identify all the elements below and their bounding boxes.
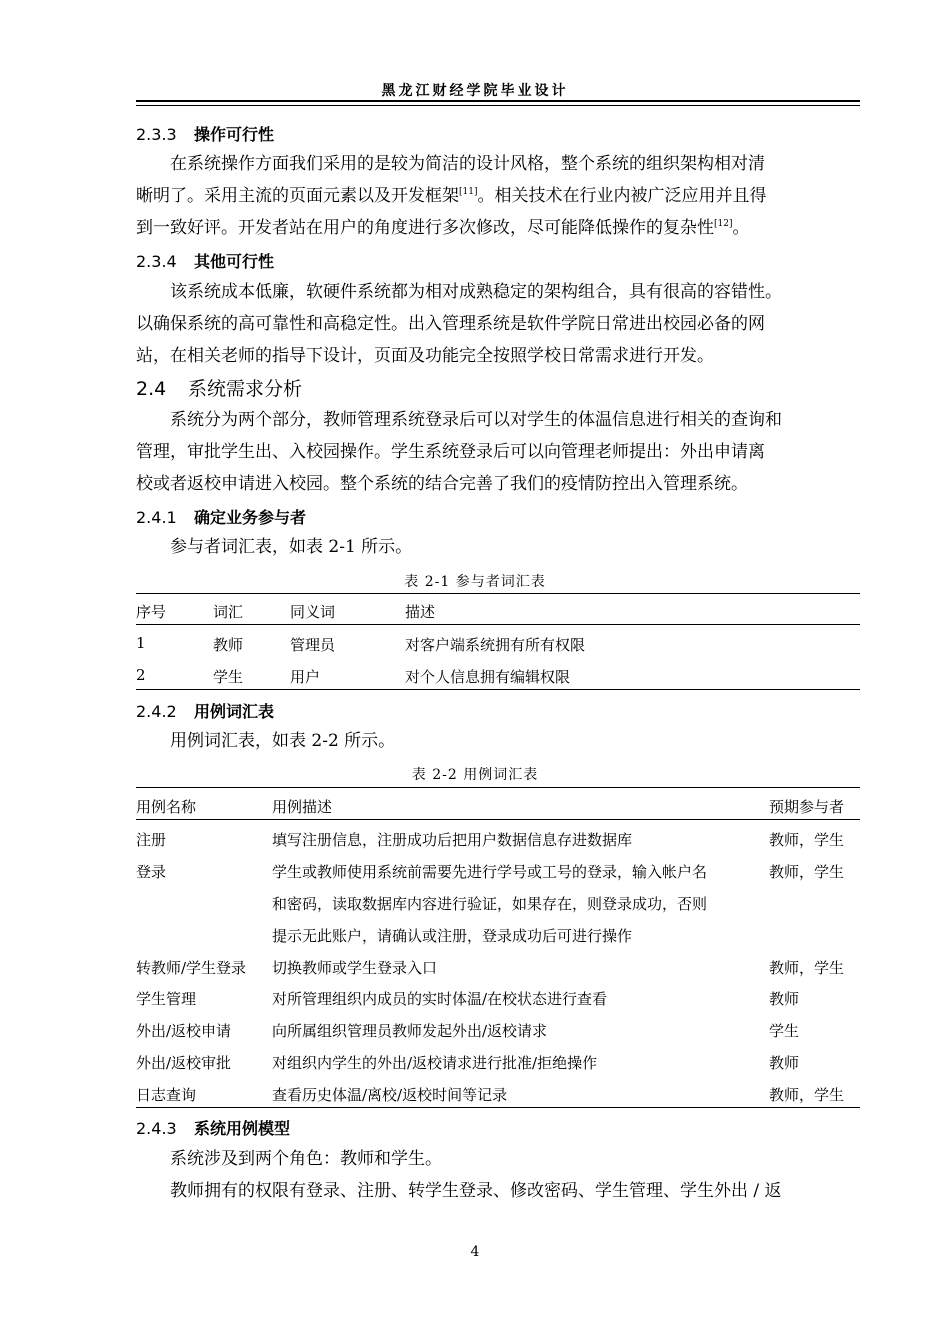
paragraph-line — [136, 180, 860, 212]
table-cell: 学生管理 — [136, 990, 197, 1008]
paragraph-line: 管理，审批学生出、入校园操作。学生系统登录后可以向管理老师提出：外出申请离 — [136, 442, 765, 462]
table-cell: 向所属组织管理员教师发起外出/返校请求 — [272, 1022, 548, 1040]
text-run: 到一致好评。开发者站在用户的角度进行多次修改，尽可能降低操作的复杂性 — [136, 218, 714, 238]
table-cell: 对客户端系统拥有所有权限 — [405, 636, 586, 654]
paragraph-2-4-1 — [136, 531, 860, 563]
section-title: 其他可行性 — [194, 252, 275, 271]
paragraph-line: 校或者返校申请进入校园。整个系统的结合完善了我们的疫情防控出入管理系统。 — [136, 474, 748, 494]
section-title: 系统需求分析 — [188, 378, 303, 400]
table-cell: 教师 — [213, 636, 244, 654]
table-header-cell: 同义词 — [290, 603, 336, 621]
table-cell: 注册 — [136, 831, 167, 849]
section-heading-2-4-2 — [136, 699, 274, 722]
page-header: 黑龙江财经学院毕业设计 — [381, 83, 569, 99]
paragraph-line: 教师拥有的权限有登录、注册、转学生登录、修改密码、学生管理、学生外出 / 返 — [170, 1181, 782, 1201]
section-number: 2.4.3 — [136, 1119, 177, 1138]
table-header-cell: 序号 — [136, 603, 167, 621]
text-run: 。 — [732, 218, 750, 238]
table-header-cell: 用例名称 — [136, 798, 197, 816]
table-cell: 外出/返校审批 — [136, 1054, 232, 1072]
table-cell: 1 — [136, 634, 146, 652]
table-cell: 教师，学生 — [769, 831, 845, 849]
paragraph-2-4-2 — [136, 725, 860, 757]
section-number: 2.3.4 — [136, 252, 177, 271]
table-cell: 切换教师或学生登录入口 — [272, 959, 438, 977]
table-bottom-rule — [136, 689, 860, 690]
paragraph-line: 在系统操作方面我们采用的是较为简洁的设计风格，整个系统的组织架构相对清 — [170, 154, 765, 174]
section-number: 2.4.1 — [136, 508, 177, 527]
section-title: 确定业务参与者 — [194, 508, 307, 527]
section-title: 操作可行性 — [194, 125, 275, 144]
paragraph-2-4 — [136, 404, 860, 500]
table-cell: 查看历史体温/离校/返校时间等记录 — [272, 1086, 508, 1104]
table-top-rule — [136, 593, 860, 594]
table-header-rule — [136, 624, 860, 625]
table-cell: 登录 — [136, 863, 167, 881]
section-number: 2.3.3 — [136, 125, 177, 144]
table-cell: 教师，学生 — [769, 1086, 845, 1104]
table-caption: 表 2-1 参与者词汇表 — [404, 574, 546, 590]
table-cell: 学生或教师使用系统前需要先进行学号或工号的登录，输入帐户名 — [272, 863, 708, 881]
section-heading-2-3-4 — [136, 249, 274, 272]
table-cell: 转教师/学生登录 — [136, 959, 247, 977]
text-run: 。相关技术在行业内被广泛应用并且得 — [477, 186, 767, 206]
table-header-cell: 用例描述 — [272, 798, 333, 816]
table-cell: 教师，学生 — [769, 959, 845, 977]
table-caption: 表 2-2 用例词汇表 — [411, 767, 539, 783]
table-cell: 外出/返校申请 — [136, 1022, 232, 1040]
section-heading-2-4-3 — [136, 1116, 290, 1139]
table-cell: 和密码，读取数据库内容进行验证，如果存在，则登录成功，否则 — [272, 895, 708, 913]
paragraph-line: 站，在相关老师的指导下设计，页面及功能完全按照学校日常需求进行开发。 — [136, 346, 714, 366]
table-top-rule — [136, 787, 860, 788]
section-title: 用例词汇表 — [194, 702, 275, 721]
header-rule-thick — [136, 100, 860, 102]
table-cell: 提示无此账户，请确认或注册，登录成功后可进行操作 — [272, 927, 633, 945]
table-cell: 教师 — [769, 1054, 800, 1072]
citation-ref: [11] — [459, 187, 478, 197]
table-cell: 对所管理组织内成员的实时体温/在校状态进行查看 — [272, 990, 608, 1008]
table-header-cell: 词汇 — [213, 603, 244, 621]
table-header-cell: 描述 — [405, 603, 436, 621]
paragraph-line: 系统分为两个部分，教师管理系统登录后可以对学生的体温信息进行相关的查询和 — [170, 410, 782, 430]
section-heading-2-4-1 — [136, 505, 306, 528]
text-run: 晰明了。采用主流的页面元素以及开发框架 — [136, 186, 459, 206]
paragraph-line: 用例词汇表，如表 2-2 所示。 — [170, 731, 396, 751]
citation-ref: [12] — [714, 219, 733, 229]
paragraph-2-3-3 — [136, 148, 860, 244]
table-cell: 对组织内学生的外出/返校请求进行批准/拒绝操作 — [272, 1054, 598, 1072]
section-number: 2.4.2 — [136, 702, 177, 721]
table-cell: 学生 — [213, 668, 244, 686]
table-header-rule — [136, 819, 860, 820]
table-cell: 日志查询 — [136, 1086, 197, 1104]
paragraph-line — [136, 212, 860, 244]
table-cell: 管理员 — [290, 636, 336, 654]
section-title: 系统用例模型 — [194, 1119, 291, 1138]
table-cell: 对个人信息拥有编辑权限 — [405, 668, 571, 686]
table-cell: 学生 — [769, 1022, 800, 1040]
section-heading-2-4 — [136, 374, 302, 401]
table-cell: 用户 — [290, 668, 321, 686]
table-cell: 2 — [136, 666, 146, 684]
section-heading-2-3-3 — [136, 122, 274, 145]
header-rule-thin — [136, 105, 860, 106]
paragraph-2-4-3 — [136, 1143, 860, 1207]
table-header-cell: 预期参与者 — [769, 798, 845, 816]
table-cell: 填写注册信息，注册成功后把用户数据信息存进数据库 — [272, 831, 633, 849]
paragraph-line: 以确保系统的高可靠性和高稳定性。出入管理系统是软件学院日常进出校园必备的网 — [136, 314, 765, 334]
section-number: 2.4 — [136, 378, 167, 400]
paragraph-line: 该系统成本低廉，软硬件系统都为相对成熟稳定的架构组合，具有很高的容错性。 — [170, 282, 782, 302]
table-cell: 教师 — [769, 990, 800, 1008]
paragraph-line: 系统涉及到两个角色：教师和学生。 — [170, 1149, 442, 1169]
page-number: 4 — [470, 1244, 480, 1260]
paragraph-2-3-4 — [136, 276, 860, 372]
table-cell: 教师，学生 — [769, 863, 845, 881]
table-bottom-rule — [136, 1107, 860, 1108]
paragraph-line: 参与者词汇表，如表 2-1 所示。 — [170, 537, 413, 557]
